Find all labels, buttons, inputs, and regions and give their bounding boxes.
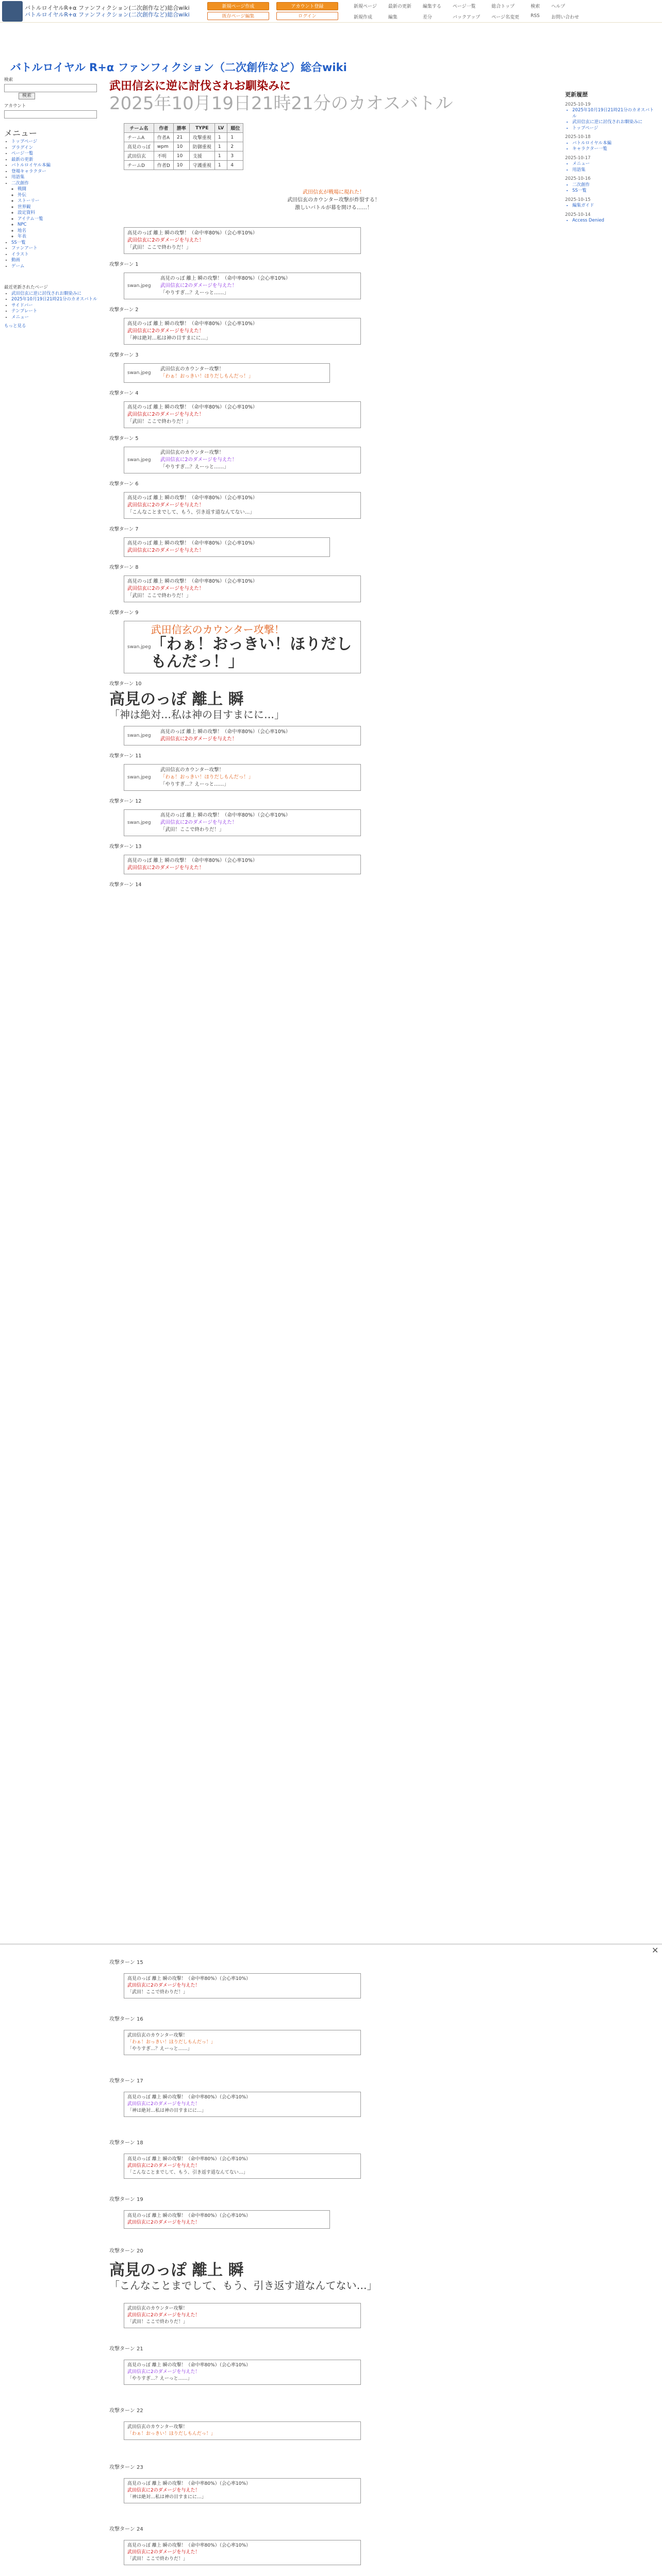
top-toolbar (0, 0, 662, 23)
turn-label: 攻撃ターン 18 (109, 2140, 143, 2146)
character-image: swan.jpeg (127, 733, 151, 738)
menu-item: • イラスト (11, 252, 102, 258)
menu-title: メニュー (4, 128, 38, 138)
battle-log: 高見のっぽ 離上 瞬の攻撃！（命中率80%）（会心率10%） 武田信玄に2のダメージを与えた！ 「やりすぎ…？えーっと……」 (124, 2360, 361, 2385)
turn-label: 攻撃ターン 22 (109, 2408, 143, 2414)
tool-link[interactable]: 総合トップ (491, 4, 515, 9)
tool-link[interactable]: バックアップ (452, 14, 481, 20)
recent-list (4, 291, 102, 321)
recent-item: • メニュー (11, 315, 102, 321)
battle-log: 武田信玄のカウンター攻撃！ 「わぁ！おっきい！ほりだしもんだっ！」 「やりすぎ…？えーっと……」 (124, 2030, 361, 2055)
panel-divider (0, 1943, 662, 1945)
turn-label: 攻撃ターン 10 (109, 681, 142, 687)
tool-link[interactable]: ヘルプ (551, 4, 566, 9)
search-input[interactable] (4, 84, 97, 92)
battle-log: 高見のっぽ 離上 瞬の攻撃！（命中率80%）（会心率10%） 武田信玄に2のダメージを与えた！ (124, 537, 330, 557)
th: TYPE (189, 124, 214, 133)
date-label: 2025-10-17 (565, 155, 591, 161)
turn-label: 攻撃ターン 16 (109, 2016, 143, 2022)
log-line: 武田信玄に2のダメージを与えた！ (127, 238, 204, 243)
menu-item: • 動画 (11, 258, 102, 264)
battle-log: 武田信玄のカウンター攻撃！ 「わぁ！おっきい！ほりだしもんだっ！」 (124, 2421, 361, 2440)
log-line: 高見のっぽ 離上 瞬の攻撃！（命中率80%）（会心率10%） (127, 230, 258, 236)
battle-log-image: swan.jpeg 武田信玄のカウンター攻撃！ 「わぁ！おっきい！ほりだしもんだっ！」 (124, 621, 361, 673)
main-content (109, 77, 558, 888)
tool-link[interactable]: ページ名変更 (491, 14, 520, 20)
turn-label: 攻撃ターン 2 (109, 307, 139, 313)
edit-page-button[interactable]: 既存ページ編集 (207, 12, 269, 20)
turn-label: 攻撃ターン 3 (109, 352, 139, 358)
recent-item: • 2025年10月19日21時21分のカオスバトル (11, 297, 102, 303)
battle-log-image: swan.jpeg 高見のっぽ 離上 瞬の攻撃！（命中率80%）（会心率10%） 武田信玄に2のダメージを与えた！ 「武田！ここで終わりだ！」 (124, 809, 361, 836)
battle-log (124, 227, 361, 254)
submenu-item: ◦ 世界観 (18, 205, 102, 211)
turn-label: 攻撃ターン 17 (109, 2078, 143, 2084)
turn-label: 攻撃ターン 21 (109, 2346, 143, 2352)
menu-item: • 用語集 (11, 175, 102, 181)
menu-item: • プラグイン (11, 145, 102, 151)
log-line: 「武田！ここで終わりだ！」 (127, 245, 191, 250)
page-subtitle: 2025年10月19日21時21分のカオスバトル (109, 93, 453, 114)
auth-input[interactable] (4, 110, 97, 118)
table-row: 武田信玄 不明 10 支援 1 3 (124, 151, 243, 161)
submenu-item: ◦ アイテム一覧 (18, 216, 102, 223)
submenu-item: ◦ 年表 (18, 234, 102, 240)
toolbar-links (354, 3, 579, 20)
turn-label: 攻撃ターン 1 (109, 262, 139, 267)
turn-label: 攻撃ターン 4 (109, 391, 139, 396)
character-image: swan.jpeg (127, 645, 151, 650)
menu-item: • ゲーム (11, 264, 102, 270)
site-title-small[interactable]: バトルロイヤルR+α ファンフィクション(二次創作など)総合wiki (25, 4, 190, 11)
battle-log-image: swan.jpeg 武田信玄のカウンター攻撃！ 武田信玄に2のダメージを与えた！ 「やりすぎ…？えーっと……」 (124, 447, 361, 473)
team-table (124, 123, 243, 170)
turn-label: 攻撃ターン 23 (109, 2465, 143, 2470)
tool-link[interactable]: お問い合わせ (551, 14, 580, 20)
submenu-item: ◦ 地名 (18, 228, 102, 234)
menu-item: • ファンアート (11, 246, 102, 252)
update-link: • バトルロイヤル本編 (572, 141, 658, 147)
update-link: • 用語集 (572, 167, 658, 174)
character-image: swan.jpeg (127, 775, 151, 780)
more-link[interactable]: もっと見る (4, 324, 26, 329)
right-sidebar (565, 92, 658, 224)
menu-list (4, 139, 102, 269)
intro-line: 激しいバトルが幕を開ける……！ (295, 205, 372, 211)
sidebar (4, 77, 102, 330)
turn-label: 攻撃ターン 12 (109, 799, 142, 804)
turn-label: 攻撃ターン 14 (109, 882, 142, 888)
battle-log: 高見のっぽ 離上 瞬の攻撃！（命中率80%）（会心率10%） 武田信玄に2のダメージを与えた！ 「神は絶対…私は神の目すまにに…」 (124, 318, 361, 345)
th: 作者 (154, 124, 173, 133)
search-button[interactable]: 検索 (19, 93, 35, 100)
account-buttons (276, 2, 338, 20)
update-link: • 2025年10月19日21時21分のカオスバトル (572, 108, 658, 120)
site-title-small-2[interactable]: バトルロイヤルR+α ファンフィクション(二次創作など)総合wiki (25, 11, 190, 18)
character-image: swan.jpeg (127, 457, 151, 463)
turn-label: 攻撃ターン 24 (109, 2527, 143, 2532)
th: 順位 (227, 124, 243, 133)
battle-log: 高見のっぽ 離上 瞬の攻撃！（命中率80%）（会心率10%） 武田信玄に2のダメージを与えた！ 「こんなことまでして、もう、引き返す道なんてない…」 (124, 492, 361, 519)
character-image: swan.jpeg (127, 820, 151, 825)
recent-title: 最近更新されたページ (4, 285, 48, 290)
tool-link[interactable]: 編集 (388, 14, 398, 20)
login-button[interactable]: ログイン (276, 12, 338, 20)
update-link: • メニュー (572, 161, 658, 167)
site-logo[interactable] (2, 1, 23, 22)
turn-label: 攻撃ターン 8 (109, 565, 139, 570)
submenu-item: ◦ 戦闘 (18, 187, 102, 193)
tool-link[interactable]: ページ一覧 (452, 4, 476, 9)
tool-link[interactable]: RSS (531, 13, 540, 19)
table-row: チームA 作者A 21 攻撃重視 1 1 (124, 133, 243, 142)
date-label: 2025-10-14 (565, 212, 591, 217)
menu-item: • 最新の更新 (11, 157, 102, 163)
register-button[interactable]: アカウント登録 (276, 2, 338, 10)
date-label: 2025-10-15 (565, 197, 591, 202)
menu-item: • バトルロイヤル本編 (11, 163, 102, 169)
intro-line: 武田信玄のカウンター攻撃が炸裂する！ (287, 197, 380, 203)
tool-link[interactable]: 編集する (422, 4, 441, 9)
top-info (25, 5, 200, 18)
search-label: 検索 (4, 77, 13, 82)
table-row: チームD 作者D 10 守護重視 1 4 (124, 161, 243, 170)
update-link: • 武田信玄に逆に討伐されお馴染みに (572, 120, 658, 126)
battle-log: 高見のっぽ 離上 瞬の攻撃！（命中率80%）（会心率10%） 武田信玄に2のダメージを与えた！ 「武田！ここで終わりだ！」 (124, 2540, 361, 2565)
update-link: • Access Denied (572, 218, 658, 224)
page-title: 武田信玄に逆に討伐されお馴染みに (109, 80, 291, 93)
tool-link[interactable]: 差分 (422, 14, 432, 20)
turn-label: 攻撃ターン 19 (109, 2197, 143, 2202)
battle-log-image: swan.jpeg 武田信玄のカウンター攻撃！ 「わぁ！おっきい！ほりだしもんだっ！」 (124, 363, 330, 383)
battle-log: 高見のっぽ 離上 瞬の攻撃！（命中率80%）（会心率10%） 武田信玄に2のダメージを与えた！ (124, 2210, 330, 2229)
submenu-item: ◦ 外伝 (18, 193, 102, 199)
submenu-item: ◦ NPC (18, 222, 102, 228)
turn-label: 攻撃ターン 15 (109, 1960, 143, 1965)
recent-item: • テンプレート (11, 309, 102, 315)
update-link: • 二次創作 (572, 182, 658, 189)
turn-label: 攻撃ターン 6 (109, 481, 139, 487)
battle-intro (109, 189, 558, 212)
date-label: 2025-10-19 (565, 101, 591, 107)
update-link: • キャラクター一覧 (572, 146, 658, 152)
battle-log: 高見のっぽ 離上 瞬の攻撃！（命中率80%）（会心率10%） 武田信玄に2のダメージを与えた！ (124, 855, 361, 874)
battle-log: 高見のっぽ 離上 瞬の攻撃！（命中率80%）（会心率10%） 武田信玄に2のダメージを与えた！ 「神は絶対…私は神の目すまにに…」 (124, 2478, 361, 2503)
th: チーム名 (124, 124, 154, 133)
recent-item: • サイドバー (11, 303, 102, 309)
turn-label: 攻撃ターン 9 (109, 610, 139, 616)
big-quote-block: 高見のっぽ 離上 瞬 「こんなことまでして、もう、引き返す道なんてない…」 (109, 2261, 377, 2292)
update-link: • 編集ガイド (572, 203, 658, 209)
update-link: • トップページ (572, 126, 658, 132)
table-row: 高見のっぽ wpm 10 防御重視 1 2 (124, 142, 243, 151)
tool-link[interactable]: 最新の更新 (388, 4, 411, 9)
big-name: 高見のっぽ 離上 瞬 (109, 690, 244, 708)
battle-log-image: swan.jpeg 武田信玄のカウンター攻撃！ 「わぁ！おっきい！ほりだしもんだっ！」 「やりすぎ…？えーっと……」 (124, 764, 361, 791)
battle-log: 武田信玄のカウンター攻撃！ 武田信玄に2のダメージを与えた！ 「武田！ここで終わりだ！」 (124, 2303, 361, 2328)
turn-label: 攻撃ターン 20 (109, 2248, 143, 2254)
menu-item: • SS一覧 (11, 240, 102, 246)
tool-link[interactable]: 検索 (531, 4, 540, 9)
turn-label: 攻撃ターン 7 (109, 527, 139, 532)
date-label: 2025-10-18 (565, 134, 591, 140)
menu-item: • トップページ (11, 139, 102, 145)
submenu-item: ◦ ストーリー (18, 198, 102, 205)
update-history-title: 更新履歴 (565, 91, 588, 98)
turn-label: 攻撃ターン 5 (109, 436, 139, 442)
character-image: swan.jpeg (127, 283, 151, 289)
menu-item: • ページ一覧 (11, 151, 102, 157)
recent-item: • 武田信玄に逆に討伐されお馴染みに (11, 291, 102, 297)
battle-log-image: swan.jpeg 高見のっぽ 離上 瞬の攻撃！（命中率80%）（会心率10%） 武田信玄に2のダメージを与えた！ 「やりすぎ…？えーっと……」 (124, 273, 361, 299)
menu-item: • 二次創作 ◦ 戦闘 ◦ 外伝 ◦ ストーリー ◦ 世界観 ◦ 設定資料 ◦ アイテム一覧 ◦ NPC ◦ 地名 ◦ 年表 (11, 181, 102, 240)
member-buttons (207, 2, 269, 20)
th: 勝率 (173, 124, 189, 133)
site-title[interactable]: バトルロイヤル R+α ファンフィクション（二次創作など）総合wiki (10, 61, 347, 74)
tool-link[interactable]: 新規ページ (354, 4, 377, 9)
close-icon[interactable]: ✕ (652, 1945, 659, 1955)
date-label: 2025-10-16 (565, 176, 591, 181)
intro-line: 武田信玄が戦場に現れた！ (303, 190, 365, 195)
battle-log-image: swan.jpeg 高見のっぽ 離上 瞬の攻撃！（命中率80%）（会心率10%） 武田信玄に2のダメージを与えた！ (124, 726, 361, 745)
battle-log: 高見のっぽ 離上 瞬の攻撃！（命中率80%）（会心率10%） 武田信玄に2のダメージを与えた！ 「神は絶対…私は神の目すまにに…」 (124, 2092, 361, 2117)
submenu-item: ◦ 設定資料 (18, 210, 102, 216)
th: LV (214, 124, 227, 133)
turn-label: 攻撃ターン 11 (109, 753, 142, 759)
battle-log: 高見のっぽ 離上 瞬の攻撃！（命中率80%）（会心率10%） 武田信玄に2のダメージを与えた！ 「こんなことまでして、もう、引き返す道なんてない…」 (124, 2154, 361, 2179)
turn-label: 攻撃ターン 13 (109, 844, 142, 850)
battle-log: 高見のっぽ 離上 瞬の攻撃！（命中率80%）（会心率10%） 武田信玄に2のダメージを与えた！ 「武田！ここで終わりだ！」 (124, 401, 361, 428)
character-image: swan.jpeg (127, 370, 151, 376)
big-quote: 「神は絶対…私は神の目すまにに…」 (109, 708, 285, 721)
new-page-button[interactable]: 新規ページ作成 (207, 2, 269, 10)
battle-log: 高見のっぽ 離上 瞬の攻撃！（命中率80%）（会心率10%） 武田信玄に2のダメージを与えた！ 「武田！ここで終わりだ！」 (124, 1973, 361, 1998)
auth-label: アカウント (4, 104, 26, 109)
update-link: • SS一覧 (572, 188, 658, 194)
tool-link[interactable]: 新規作成 (354, 14, 373, 20)
battle-log: 高見のっぽ 離上 瞬の攻撃！（命中率80%）（会心率10%） 武田信玄に2のダメージを与えた！ 「武田！ここで終わりだ！」 (124, 575, 361, 602)
menu-item: • 登場キャラクター (11, 169, 102, 175)
